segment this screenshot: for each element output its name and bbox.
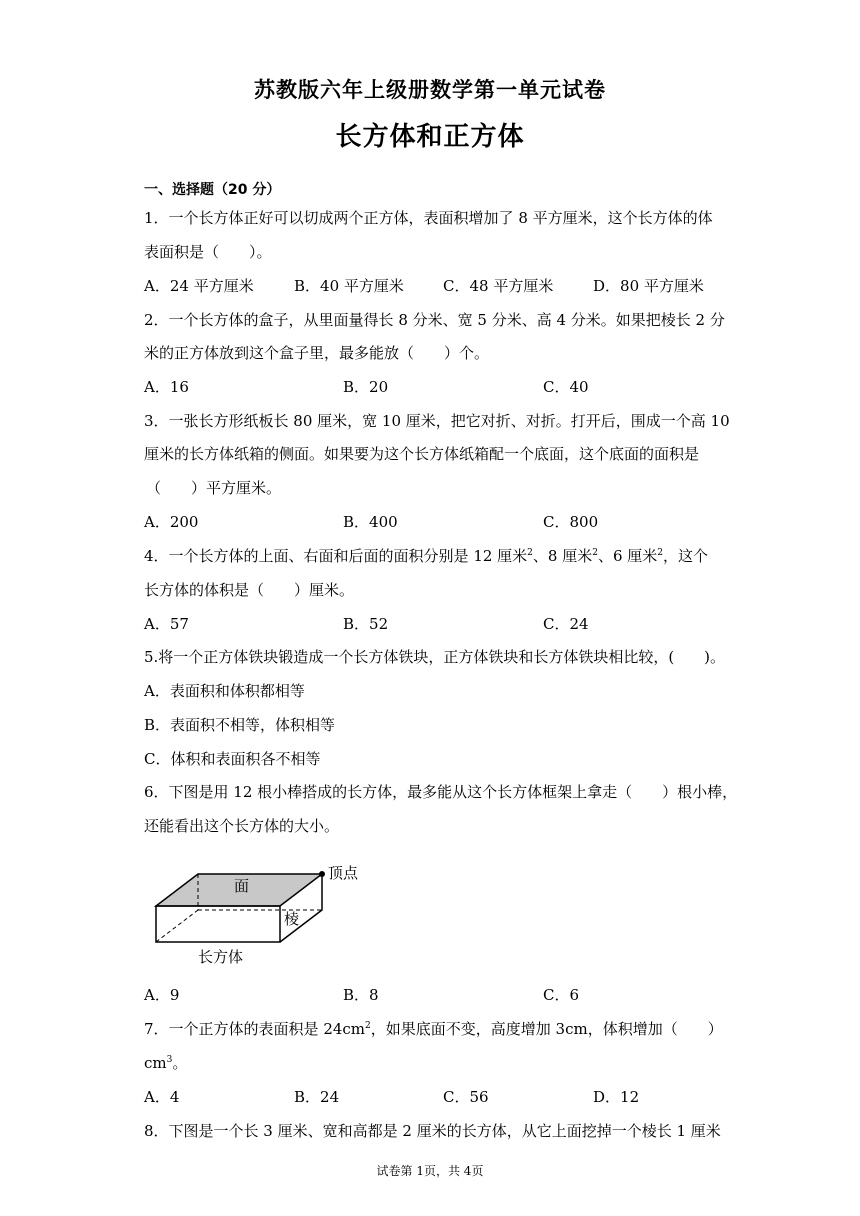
q7-line-1 xyxy=(144,1019,723,1039)
q1-option-c: C．48 平方厘米 xyxy=(443,277,554,295)
q1-line-2: 表面积是（ ）。 xyxy=(144,243,272,261)
q5-option-b: B．表面积不相等，体积相等 xyxy=(144,716,336,734)
q1-option-a: A．24 平方厘米 xyxy=(144,277,254,295)
q7-option-b: B．24 xyxy=(294,1088,340,1106)
exam-subtitle: 长方体和正方体 xyxy=(335,122,525,152)
q4-text-part-4: ，这个 xyxy=(663,547,709,565)
q6-line-1: 6．下图是用 12 根小棒搭成的长方体，最多能从这个长方体框架上拿走（ ）根小棒， xyxy=(144,783,738,801)
q7-unit-text: cm xyxy=(144,1054,167,1072)
q4-option-b: B．52 xyxy=(343,615,389,633)
q2-line-1: 2．一个长方体的盒子，从里面量得长 8 分米、宽 5 分米、高 4 分米。如果把棱长 2 分 xyxy=(144,311,725,329)
q5-line-1: 5.将一个正方体铁块锻造成一个长方体铁块，正方体铁块和长方体铁块相比较，( )。 xyxy=(144,648,726,666)
q1-option-b: B．40 平方厘米 xyxy=(294,277,404,295)
q5-option-c: C．体积和表面积各不相等 xyxy=(144,750,321,768)
exam-title: 苏教版六年上级册数学第一单元试卷 xyxy=(254,78,606,102)
q7-sup-2: 3 xyxy=(166,1055,173,1065)
q4-sup-2: 2 xyxy=(592,548,598,558)
q2-option-a: A．16 xyxy=(144,378,189,396)
cuboid-diagram xyxy=(146,858,376,970)
q3-option-b: B．400 xyxy=(343,513,398,531)
q4-line-1 xyxy=(144,546,708,566)
q6-option-a: A．9 xyxy=(144,986,180,1004)
q4-sup-3: 2 xyxy=(657,548,663,558)
q3-option-a: A．200 xyxy=(144,513,199,531)
q4-option-a: A．57 xyxy=(144,615,189,633)
q1-option-d: D．80 平方厘米 xyxy=(593,277,704,295)
q7-option-a: A．4 xyxy=(144,1088,180,1106)
q7-option-c: C．56 xyxy=(443,1088,489,1106)
q7-end-punct: 。 xyxy=(172,1054,188,1072)
q4-line-2: 长方体的体积是（ ）厘米。 xyxy=(144,581,355,599)
q3-line-2: 厘米的长方体纸箱的侧面。如果要为这个长方体纸箱配一个底面，这个底面的面积是 xyxy=(144,445,700,463)
q2-option-c: C．40 xyxy=(543,378,589,396)
q7-text-part-2: ，如果底面不变，高度增加 3cm，体积增加（ ） xyxy=(370,1020,723,1038)
q7-line-2 xyxy=(144,1053,187,1073)
q3-line-1: 3．一张长方形纸板长 80 厘米，宽 10 厘米，把它对折、对折。打开后，围成一个高 10 xyxy=(144,412,730,430)
q2-line-2: 米的正方体放到这个盒子里，最多能放（ ）个。 xyxy=(144,344,490,362)
q4-text-part-1: 4．一个长方体的上面、右面和后面的面积分别是 12 厘米 xyxy=(144,547,528,565)
page-footer: 试卷第 1页，共 4页 xyxy=(376,1164,484,1178)
edge-label: 棱 xyxy=(284,910,300,928)
q5-option-a: A．表面积和体积都相等 xyxy=(144,682,305,700)
hidden-edge-diagonal xyxy=(156,910,198,942)
q3-line-3: （ ）平方厘米。 xyxy=(146,479,282,497)
q6-line-2: 还能看出这个长方体的大小。 xyxy=(144,817,340,835)
q7-text-part-1: 7．一个正方体的表面积是 24cm xyxy=(144,1020,366,1038)
q3-option-c: C．800 xyxy=(543,513,599,531)
q6-option-b: B．8 xyxy=(343,986,379,1004)
q4-sup-1: 2 xyxy=(527,548,533,558)
vertex-dot xyxy=(319,871,325,877)
q4-text-part-3: 、6 厘米 xyxy=(597,547,658,565)
cuboid-figure xyxy=(146,858,376,970)
face-label: 面 xyxy=(234,877,250,895)
section-heading: 一、选择题（20 分） xyxy=(144,182,281,198)
front-face xyxy=(156,906,280,942)
cuboid-name-label: 长方体 xyxy=(198,948,244,966)
q7-sup-1: 2 xyxy=(365,1021,371,1031)
q8-line-1: 8．下图是一个长 3 厘米、宽和高都是 2 厘米的长方体，从它上面挖掉一个棱长 1 厘米 xyxy=(144,1122,721,1140)
q7-option-d: D．12 xyxy=(593,1088,640,1106)
q6-option-c: C．6 xyxy=(543,986,580,1004)
q4-text-part-2: 、8 厘米 xyxy=(532,547,593,565)
q4-option-c: C．24 xyxy=(543,615,589,633)
vertex-label: 顶点 xyxy=(328,864,359,882)
q1-line-1: 1．一个长方体正好可以切成两个正方体，表面积增加了 8 平方厘米，这个长方体的体 xyxy=(144,209,713,227)
q2-option-b: B．20 xyxy=(343,378,389,396)
